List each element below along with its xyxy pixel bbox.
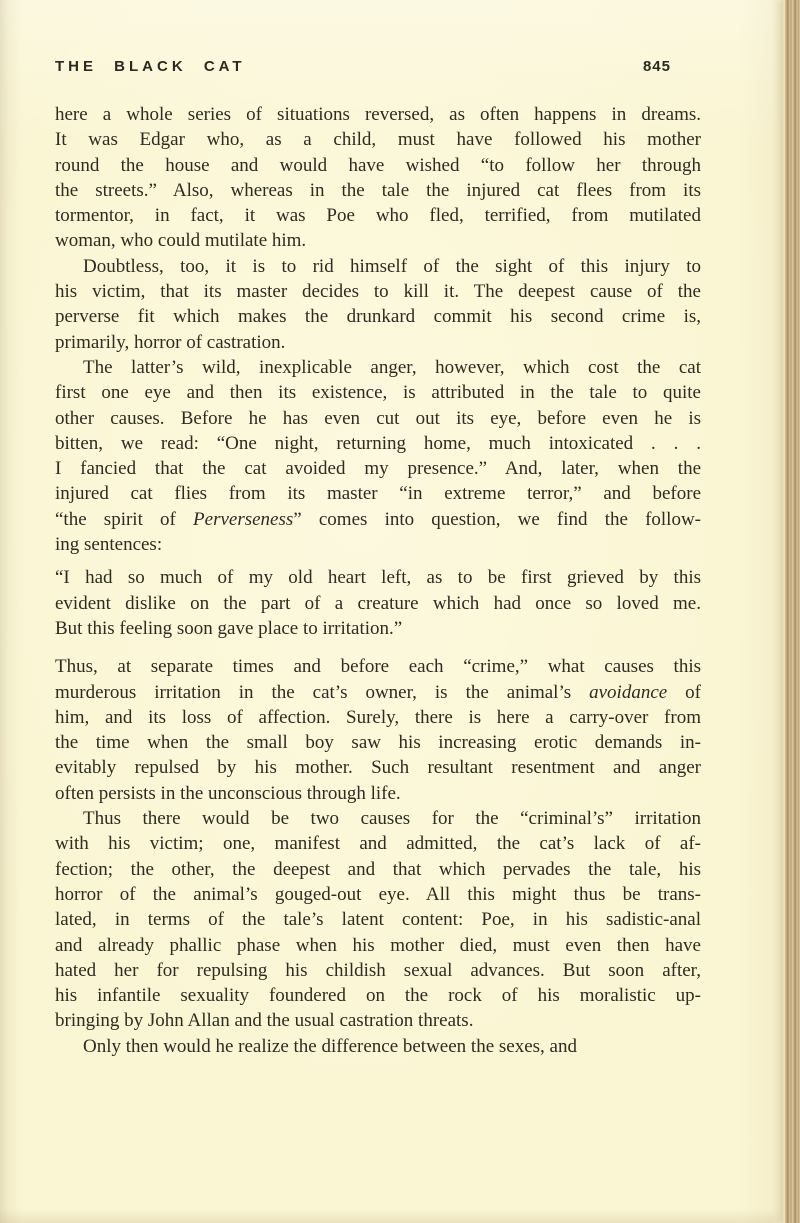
page-number: 845 bbox=[642, 58, 671, 75]
text-line: other causes. Before he has even cut out its eye, before even he is bbox=[55, 407, 701, 429]
text-line: murderous irritation in the cat’s owner, is the animal’s avoidance of bbox=[55, 681, 701, 703]
text-line: first one eye and then its existence, is attributed in the tale to quite bbox=[55, 382, 701, 404]
text-line: bringing by John Allan and the usual castration threats. bbox=[55, 1010, 474, 1032]
text-line: tormentor, in fact, it was Poe who fled, terrified, from mutilated bbox=[55, 205, 701, 227]
text-line: injured cat flies from its master “in extreme terror,” and before bbox=[55, 483, 701, 505]
text-line: with his victim; one, manifest and admitted, the cat’s lack of af- bbox=[55, 833, 701, 855]
text-line: often persists in the unconscious through life. bbox=[55, 782, 401, 804]
text-line: horror of the animal’s gouged-out eye. All this might thus be trans- bbox=[55, 883, 701, 905]
paragraph bbox=[55, 102, 701, 254]
text-line: here a whole series of situations reversed, as often happens in dreams. bbox=[55, 104, 701, 125]
text-line: lated, in terms of the tale’s latent content: Poe, in his sadistic-anal bbox=[55, 909, 701, 931]
paragraph bbox=[55, 355, 701, 557]
text-line: hated her for repulsing his childish sexual advances. But soon after, bbox=[55, 959, 701, 981]
text-line: It was Edgar who, as a child, must have followed his mother bbox=[55, 129, 701, 151]
text-line: evitably repulsed by his mother. Such resultant resentment and anger bbox=[55, 757, 701, 779]
paragraph bbox=[55, 806, 701, 1034]
running-header-title: THE BLACK CAT bbox=[55, 58, 246, 75]
paragraph bbox=[55, 654, 701, 806]
book-page-edges bbox=[783, 0, 800, 1223]
block-quote-paragraph bbox=[55, 565, 701, 641]
text-line: fection; the other, the deepest and that which pervades the tale, his bbox=[55, 858, 701, 880]
paragraph bbox=[55, 1034, 701, 1059]
text-line: his victim, that its master decides to kill it. The deepest cause of the bbox=[55, 281, 701, 303]
page-content bbox=[55, 58, 701, 1059]
text-line: the streets.” Also, whereas in the tale the injured cat flees from its bbox=[55, 179, 701, 201]
text-line: Doubtless, too, it is to rid himself of the sight of this injury to bbox=[83, 255, 701, 277]
text-line: primarily, horror of castration. bbox=[55, 331, 286, 353]
text-line: “the spirit of Perverseness” comes into question, we find the follow- bbox=[55, 508, 701, 530]
text-line: Only then would he realize the difference between the sexes, and bbox=[83, 1035, 577, 1057]
paragraph bbox=[55, 254, 701, 355]
text-line: bitten, we read: “One night, returning home, much intoxicated . . . bbox=[55, 432, 701, 454]
page-text bbox=[55, 102, 701, 1059]
text-line: ing sentences: bbox=[55, 534, 163, 556]
text-line: Thus, at separate times and before each “crime,” what causes this bbox=[55, 656, 701, 678]
text-line: But this feeling soon gave place to irritation.” bbox=[55, 617, 403, 639]
text-line: him, and its loss of affection. Surely, there is here a carry-over from bbox=[55, 706, 701, 728]
text-line: perverse fit which makes the drunkard commit his second crime is, bbox=[55, 306, 701, 328]
text-line: Thus there would be two causes for the “criminal’s” irritation bbox=[83, 808, 701, 830]
text-line: and already phallic phase when his mother died, must even then have bbox=[55, 934, 701, 956]
text-line: woman, who could mutilate him. bbox=[55, 230, 307, 252]
text-line: I fancied that the cat avoided my presence.” And, later, when the bbox=[55, 458, 701, 480]
text-line: round the house and would have wished “to follow her through bbox=[55, 154, 701, 176]
text-line: The latter’s wild, inexplicable anger, however, which cost the cat bbox=[83, 356, 701, 378]
text-line: the time when the small boy saw his increasing erotic demands in- bbox=[55, 732, 701, 754]
text-line: evident dislike on the part of a creature which had once so loved me. bbox=[55, 592, 701, 614]
running-header bbox=[55, 58, 701, 75]
text-line: “I had so much of my old heart left, as to be first grieved by this bbox=[55, 567, 701, 589]
text-line: his infantile sexuality foundered on the rock of his moralistic up- bbox=[55, 985, 701, 1007]
